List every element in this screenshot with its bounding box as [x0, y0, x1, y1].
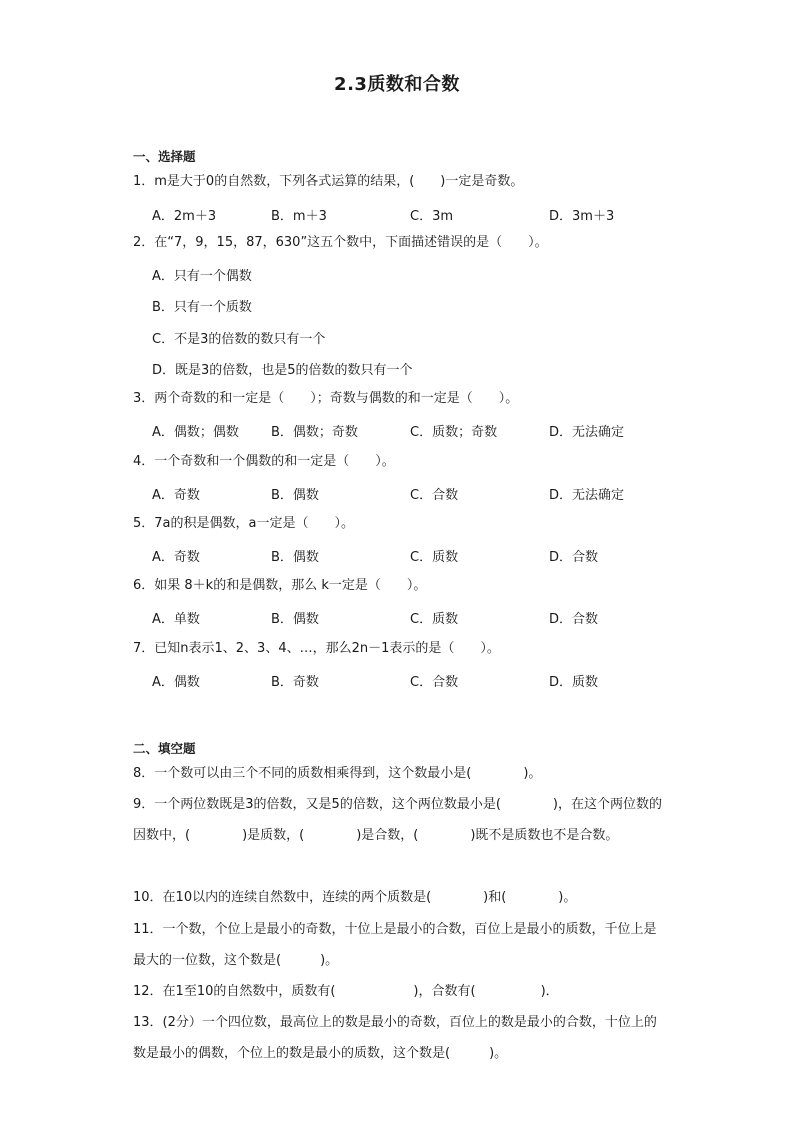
- option-a: A．奇数: [152, 488, 200, 503]
- option-d: D．既是3的倍数，也是5的倍数的数只有一个: [152, 363, 413, 378]
- option-a: A．奇数: [152, 550, 200, 565]
- option-d: D．质数: [549, 675, 599, 690]
- question-5-options: [0, 546, 794, 566]
- question-3: 3．两个奇数的和一定是（ ）；奇数与偶数的和一定是（ ）。: [133, 391, 519, 406]
- section-heading-fill: 二、填空题: [133, 741, 196, 756]
- option-b: B．偶数: [271, 550, 319, 565]
- question-9: 9．一个两位数既是3的倍数，又是5的倍数，这个两位数最小是( )，在这个两位数的因数中，( )是质数，( )是合数，( )既不是质数也不是合数。: [133, 797, 662, 843]
- option-b: B．偶数: [271, 488, 319, 503]
- option-c: C．质数: [410, 550, 459, 565]
- option-b: B．m＋3: [271, 209, 327, 224]
- question-5: 5．7a的积是偶数，a一定是（ ）。: [133, 516, 354, 531]
- question-12: 12．在1至10的自然数中，质数有( )，合数有( )．: [133, 984, 559, 999]
- option-b: B．偶数: [271, 612, 319, 627]
- question-10: 10．在10以内的连续自然数中，连续的两个质数是( )和( )。: [133, 890, 577, 905]
- question-8: 8．一个数可以由三个不同的质数相乘得到，这个数最小是( )。: [133, 766, 542, 781]
- question-4: 4．一个奇数和一个偶数的和一定是（ ）。: [133, 454, 395, 469]
- option-c: C．3m: [410, 209, 454, 224]
- option-a: A．偶数: [152, 675, 200, 690]
- option-c: C．质数: [410, 612, 459, 627]
- option-a: A．单数: [152, 612, 200, 627]
- option-d: D．无法确定: [549, 488, 625, 503]
- section-heading-choice: 一、选择题: [133, 149, 196, 164]
- question-6-options: [0, 608, 794, 628]
- option-a: A．偶数；偶数: [152, 425, 239, 440]
- option-d: D．合数: [549, 550, 599, 565]
- question-13: 13．(2分）一个四位数，最高位上的数是最小的奇数，百位上的数是最小的合数，十位上的数是最小的偶数，个位上的数是最小的质数，这个数是( )。: [133, 1015, 657, 1061]
- page-title: 2.3质数和合数: [334, 74, 460, 95]
- option-b: B．偶数；奇数: [271, 425, 358, 440]
- option-a: A．2m＋3: [152, 209, 217, 224]
- question-6: 6．如果 8＋k的和是偶数，那么 k一定是（ ）。: [133, 578, 427, 593]
- question-1-options: [0, 205, 794, 225]
- question-7-options: [0, 671, 794, 691]
- option-d: D．3m＋3: [549, 209, 615, 224]
- option-a: A．只有一个偶数: [152, 269, 252, 284]
- option-c: C．合数: [410, 488, 459, 503]
- question-1: 1．m是大于0的自然数，下列各式运算的结果，( )一定是奇数。: [133, 174, 524, 189]
- question-3-options: [0, 421, 794, 441]
- option-b: B．奇数: [271, 675, 319, 690]
- question-11: 11．一个数，个位上是最小的奇数，十位上是最小的合数，百位上是最小的质数，千位上是最大的一位数，这个数是( )。: [133, 922, 657, 968]
- option-b: B．只有一个质数: [152, 300, 252, 315]
- option-d: D．合数: [549, 612, 599, 627]
- option-c: C．不是3的倍数的数只有一个: [152, 332, 326, 347]
- question-7: 7．已知n表示1、2、3、4、…，那么2n－1表示的是（ ）。: [133, 641, 500, 656]
- question-2: 2．在“7，9，15，87，630”这五个数中，下面描述错误的是（ ）。: [133, 235, 548, 250]
- question-4-options: [0, 484, 794, 504]
- option-c: C．合数: [410, 675, 459, 690]
- option-c: C．质数；奇数: [410, 425, 498, 440]
- option-d: D．无法确定: [549, 425, 625, 440]
